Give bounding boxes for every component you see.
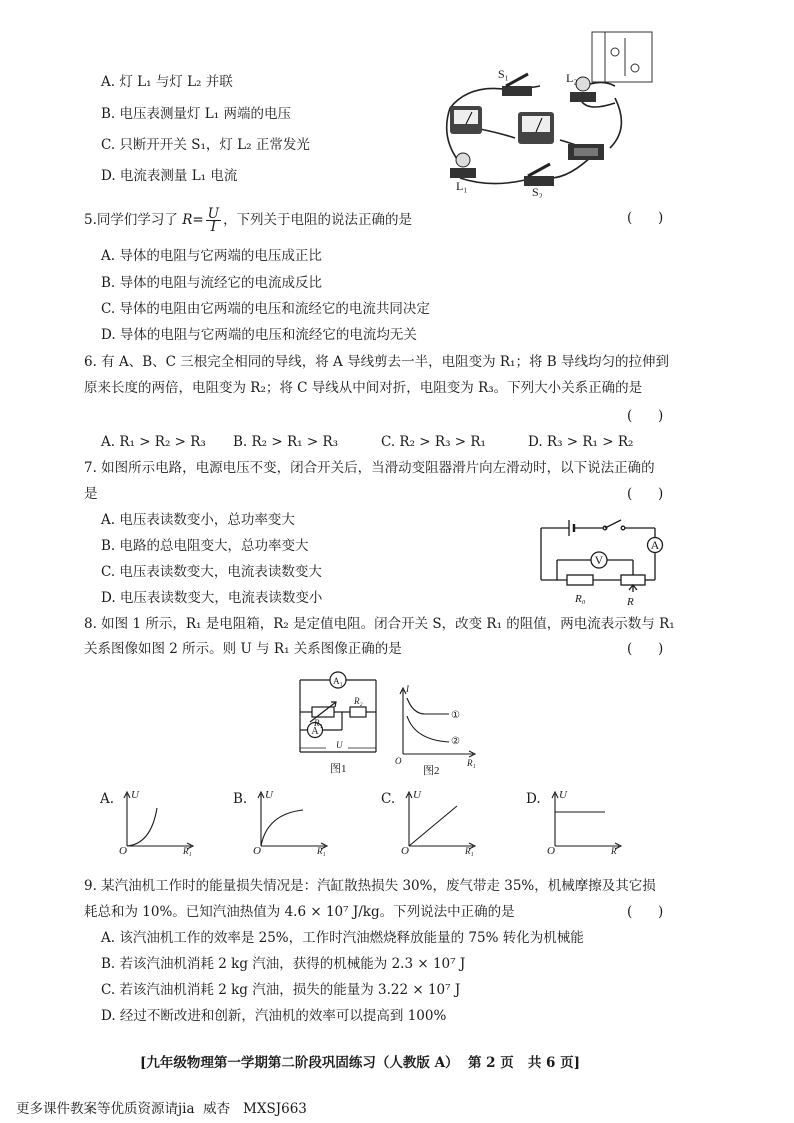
voltmeter-icon — [450, 106, 482, 134]
q8-option-c-graph — [395, 788, 485, 856]
q9-answer-paren: ( ) — [627, 904, 664, 920]
q8-stem-line1: 8. 如图 1 所示，R₁ 是电阻箱，R₂ 是定值电阻。闭合开关 S，改变 R₁ 的阻值，两电流表示数与 R₁ — [84, 616, 675, 632]
q6-option-d: D. R₃ > R₁ > R₂ — [528, 434, 634, 450]
svg-text:V: V — [594, 553, 604, 567]
svg-text:R: R — [611, 846, 617, 856]
label-l2: L₂ — [566, 71, 578, 85]
q4-option-d: D. 电流表测量 L₁ 电流 — [101, 168, 238, 184]
svg-text:A₁: A₁ — [333, 676, 343, 686]
q9-option-d: D. 经过不断改进和创新，汽油机的效率可以提高到 100% — [101, 1008, 447, 1024]
svg-text:R₁: R₁ — [317, 846, 326, 856]
q5-stem: 5.同学们学习了 R= $\frac{U}{I}$ ，下列关于电阻的说法正确的是 — [84, 206, 413, 235]
resource-ad-text: 更多课件教案等优质资源请jia 威杏 MXSJ663 — [16, 1101, 307, 1117]
q7-voltmeter — [591, 552, 607, 568]
svg-text:U: U — [559, 789, 567, 801]
q8-option-a-letter: A. — [100, 791, 115, 807]
q9-stem-line1: 9. 某汽油机工作时的能量损失情况是：汽缸散热损失 30%，废气带走 35%，机械摩擦及其它损 — [84, 878, 656, 894]
q7-label-r: R — [627, 596, 634, 608]
q9-option-c: C. 若该汽油机消耗 2 kg 汽油，损失的能量为 3.22 × 10⁷ J — [101, 982, 461, 998]
fig2-curve-1-label: ① — [451, 710, 460, 721]
q8-option-d-letter: D. — [526, 791, 541, 807]
svg-text:A: A — [311, 726, 319, 737]
q8-option-a-graph — [113, 788, 203, 856]
q6-stem-line2: 原来长度的两倍，电阻变为 R₂；将 C 导线从中间对折，电阻变为 R₃。下列大小关系正确的是 — [84, 380, 643, 396]
q6-stem-line1: 6. 有 A、B、C 三根完全相同的导线，将 A 导线剪去一半，电阻变为 R₁；将 B 导线均匀的拉伸到 — [84, 354, 669, 370]
fig1-label-r1: R₁ — [314, 718, 323, 728]
q9-option-a: A. 该汽油机工作的效率是 25%，工作时汽油燃烧释放能量的 75% 转化为机械能 — [101, 930, 584, 946]
fig2-axis-r1: R₁ — [467, 758, 476, 768]
q5-fraction: $\frac{U}{I}$ — [207, 206, 220, 235]
q5-answer-paren: ( ) — [627, 210, 664, 226]
q8-option-b-graph — [247, 788, 337, 856]
svg-text:A: A — [650, 538, 660, 552]
q9-option-b: B. 若该汽油机消耗 2 kg 汽油，获得的机械能为 2.3 × 10⁷ J — [101, 956, 466, 972]
q6-option-b: B. R₂ > R₁ > R₃ — [233, 434, 339, 450]
q4-option-c: C. 只断开开关 S₁，灯 L₂ 正常发光 — [101, 137, 310, 153]
q6-option-a: A. R₁ > R₂ > R₃ — [101, 434, 206, 450]
fig1-ammeter-a1 — [330, 672, 346, 688]
q6-option-c: C. R₂ > R₃ > R₁ — [381, 434, 486, 450]
q4-option-a: A. 灯 L₁ 与灯 L₂ 并联 — [101, 74, 233, 90]
q5-option-d: D. 导体的电阻与它两端的电压和流经它的电流均无关 — [101, 327, 417, 343]
q8-figure1-circuit — [292, 668, 392, 778]
q8-option-c-letter: C. — [381, 791, 396, 807]
q7-option-b: B. 电路的总电阻变大，总功率变大 — [101, 538, 309, 554]
q5-option-b: B. 导体的电阻与流经它的电流成反比 — [101, 275, 323, 291]
label-s1: S₁ — [498, 67, 509, 81]
svg-text:O: O — [401, 845, 409, 856]
svg-text:U: U — [265, 789, 273, 801]
fig2-origin: O — [395, 756, 402, 766]
switch-s2-icon — [524, 164, 554, 186]
page-footer: [九年级物理第一学期第二阶段巩固练习（人教版 A） 第 2 页 共 6 页] — [140, 1055, 581, 1071]
battery-icon — [568, 144, 604, 160]
inset-sketch — [592, 32, 652, 82]
q8-option-d-graph — [541, 788, 631, 856]
q7-ammeter — [648, 538, 663, 553]
svg-text:O: O — [253, 845, 261, 856]
q7-answer-paren: ( ) — [627, 486, 664, 502]
svg-text:U: U — [413, 789, 421, 801]
q7-stem-line2: 是 — [84, 486, 98, 502]
svg-text:R₁: R₁ — [183, 846, 192, 856]
q4-circuit-figure — [430, 28, 680, 198]
q7-option-a: A. 电压表读数变小，总功率变大 — [101, 512, 295, 528]
q8-figure2-graph — [393, 684, 483, 778]
label-s2: S₂ — [532, 185, 543, 198]
fig2-curve-2-label: ② — [451, 736, 460, 747]
q7-circuit-diagram — [535, 510, 670, 615]
svg-text:U: U — [131, 789, 139, 801]
fig1-label-u: U — [336, 740, 343, 750]
q4-option-b: B. 电压表测量灯 L₁ 两端的电压 — [101, 106, 291, 122]
fig2-caption: 图2 — [423, 765, 440, 777]
label-l1: L₁ — [456, 179, 468, 193]
svg-text:O: O — [119, 845, 127, 856]
q5-option-c: C. 导体的电阻由它两端的电压和流经它的电流共同决定 — [101, 301, 430, 317]
svg-text:O: O — [547, 845, 555, 856]
q6-answer-paren: ( ) — [627, 408, 664, 424]
q7-option-d: D. 电压表读数变大，电流表读数变小 — [101, 590, 323, 606]
fig2-axis-i: I — [406, 684, 409, 694]
fig1-caption: 图1 — [330, 763, 347, 775]
q9-stem-line2: 耗总和为 10%。已知汽油热值为 4.6 × 10⁷ J/kg。下列说法中正确的是 — [84, 904, 515, 920]
q8-option-b-letter: B. — [233, 791, 248, 807]
fig1-label-r2: R₂ — [354, 696, 363, 706]
q7-stem-line1: 7. 如图所示电路，电源电压不变，闭合开关后，当滑动变阻器滑片向左滑动时，以下说法正确的 — [84, 460, 655, 476]
lamp-l1-icon — [450, 153, 476, 178]
q7-option-c: C. 电压表读数变大，电流表读数变大 — [101, 564, 322, 580]
q7-label-r0: R₀ — [575, 593, 586, 605]
q8-answer-paren: ( ) — [627, 641, 664, 657]
svg-text:R₁: R₁ — [465, 846, 474, 856]
q5-option-a: A. 导体的电阻与它两端的电压成正比 — [101, 248, 322, 264]
q8-stem-line2: 关系图像如图 2 所示。则 U 与 R₁ 关系图像正确的是 — [84, 641, 402, 657]
ammeter-icon — [518, 112, 554, 144]
